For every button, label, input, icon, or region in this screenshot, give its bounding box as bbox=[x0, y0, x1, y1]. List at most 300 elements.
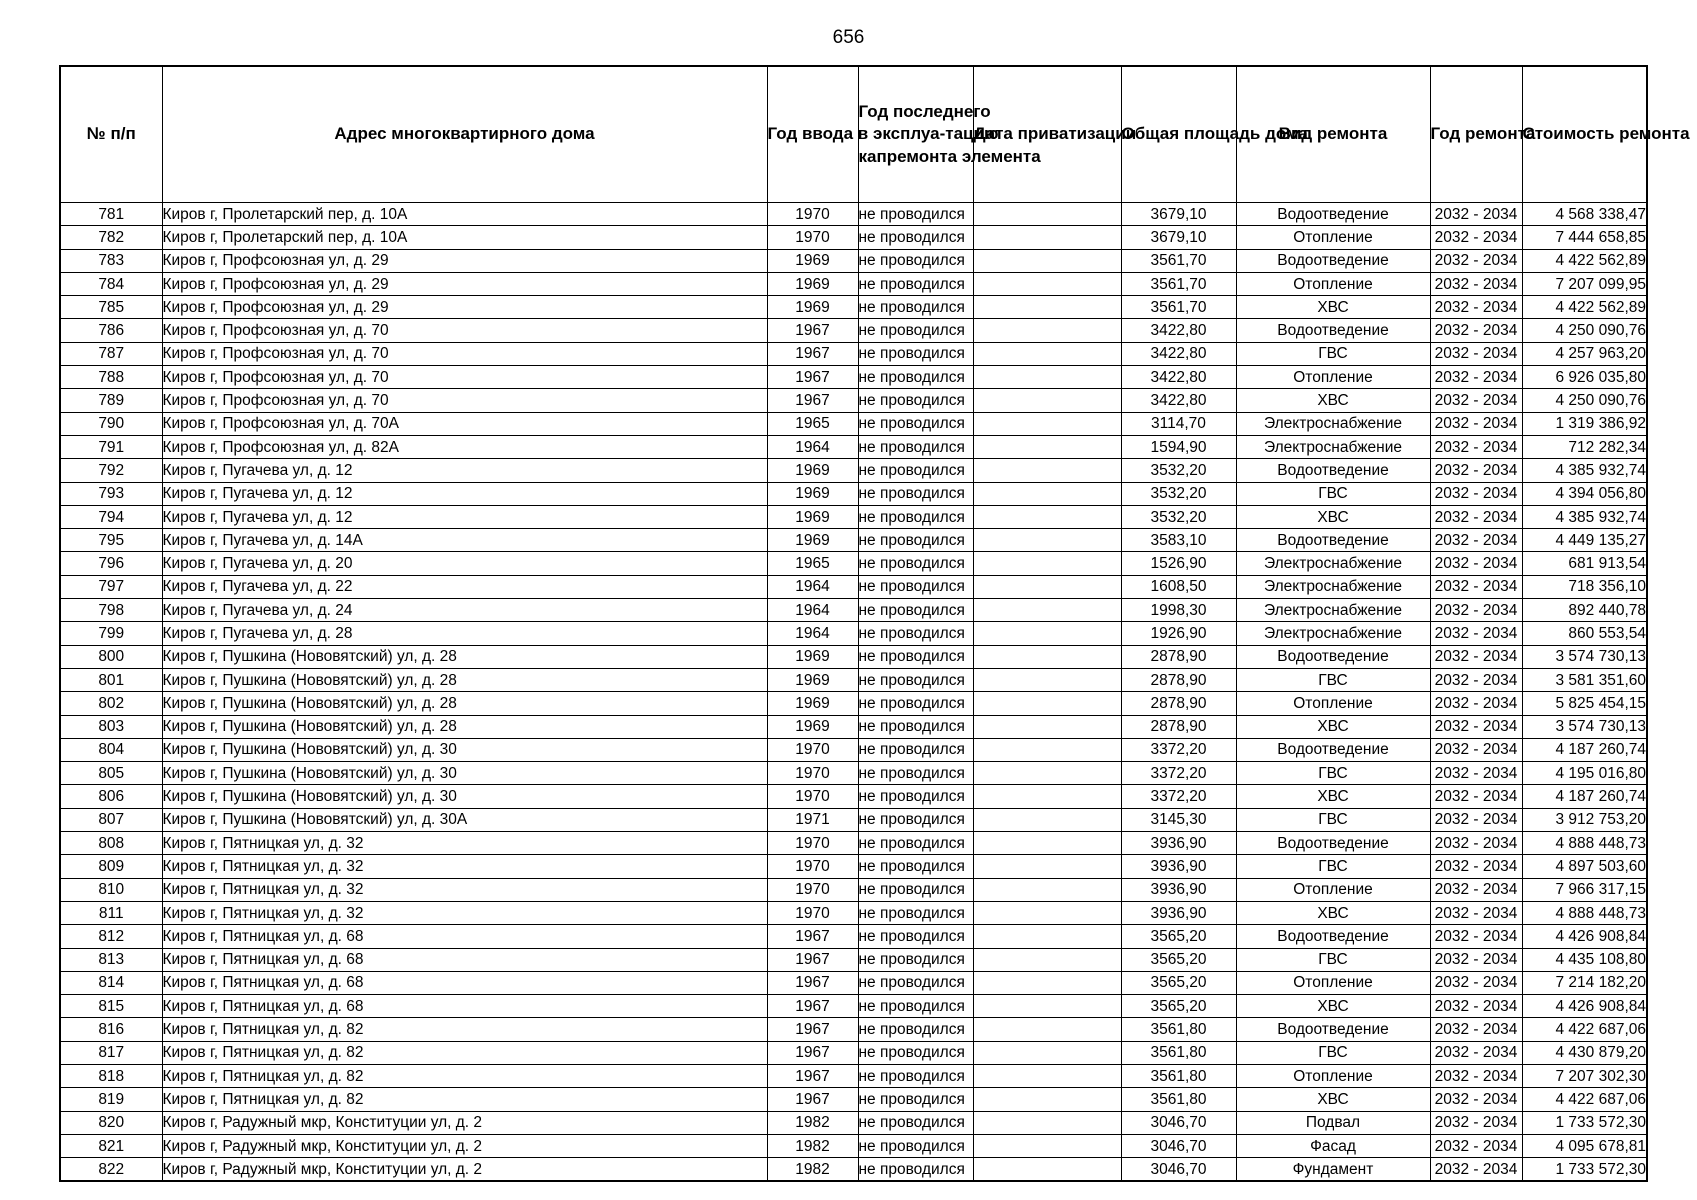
cell-repair-year: 2032 - 2034 bbox=[1430, 575, 1522, 598]
cell-privatization bbox=[973, 575, 1121, 598]
cell-area: 3936,90 bbox=[1121, 855, 1236, 878]
cell-privatization bbox=[973, 832, 1121, 855]
cell-last-repair: не проводился bbox=[858, 226, 973, 249]
cell-cost: 4 250 090,76 bbox=[1522, 389, 1647, 412]
cell-repair-kind: Водоотведение bbox=[1236, 529, 1430, 552]
cell-repair-kind: ХВС bbox=[1236, 785, 1430, 808]
cell-area: 3532,20 bbox=[1121, 482, 1236, 505]
cell-privatization bbox=[973, 459, 1121, 482]
cell-repair-kind: Фундамент bbox=[1236, 1158, 1430, 1182]
cell-address: Киров г, Профсоюзная ул, д. 70 bbox=[162, 342, 767, 365]
cell-privatization bbox=[973, 482, 1121, 505]
cell-repair-year: 2032 - 2034 bbox=[1430, 738, 1522, 761]
cell-cost: 4 422 562,89 bbox=[1522, 296, 1647, 319]
cell-area: 3145,30 bbox=[1121, 808, 1236, 831]
cell-privatization bbox=[973, 319, 1121, 342]
cell-repair-year: 2032 - 2034 bbox=[1430, 971, 1522, 994]
cell-year-built: 1970 bbox=[767, 832, 858, 855]
cell-repair-kind: Отопление bbox=[1236, 692, 1430, 715]
cell-repair-kind: ГВС bbox=[1236, 482, 1430, 505]
cell-cost: 7 207 302,30 bbox=[1522, 1064, 1647, 1087]
table-row bbox=[60, 552, 1647, 575]
header-privatization: Дата приватизации bbox=[973, 66, 1121, 203]
cell-year-built: 1964 bbox=[767, 435, 858, 458]
cell-repair-kind: ХВС bbox=[1236, 715, 1430, 738]
cell-area: 1594,90 bbox=[1121, 435, 1236, 458]
cell-area: 3936,90 bbox=[1121, 878, 1236, 901]
cell-repair-year: 2032 - 2034 bbox=[1430, 389, 1522, 412]
cell-repair-kind: Водоотведение bbox=[1236, 203, 1430, 226]
cell-year-built: 1967 bbox=[767, 971, 858, 994]
cell-repair-kind: Электроснабжение bbox=[1236, 622, 1430, 645]
cell-address: Киров г, Профсоюзная ул, д. 29 bbox=[162, 249, 767, 272]
cell-privatization bbox=[973, 505, 1121, 528]
cell-address: Киров г, Радужный мкр, Конституции ул, д. 2 bbox=[162, 1134, 767, 1157]
cell-area: 2878,90 bbox=[1121, 645, 1236, 668]
cell-privatization bbox=[973, 296, 1121, 319]
cell-year-built: 1967 bbox=[767, 1018, 858, 1041]
cell-privatization bbox=[973, 435, 1121, 458]
cell-last-repair: не проводился bbox=[858, 1041, 973, 1064]
cell-num: 817 bbox=[60, 1041, 162, 1064]
cell-privatization bbox=[973, 1134, 1121, 1157]
cell-repair-kind: ХВС bbox=[1236, 505, 1430, 528]
cell-address: Киров г, Профсоюзная ул, д. 70А bbox=[162, 412, 767, 435]
cell-privatization bbox=[973, 925, 1121, 948]
cell-area: 3372,20 bbox=[1121, 738, 1236, 761]
cell-repair-year: 2032 - 2034 bbox=[1430, 1041, 1522, 1064]
cell-repair-kind: ГВС bbox=[1236, 948, 1430, 971]
table-row bbox=[60, 599, 1647, 622]
cell-repair-year: 2032 - 2034 bbox=[1430, 505, 1522, 528]
cell-last-repair: не проводился bbox=[858, 296, 973, 319]
cell-num: 808 bbox=[60, 832, 162, 855]
cell-repair-year: 2032 - 2034 bbox=[1430, 552, 1522, 575]
table-row bbox=[60, 412, 1647, 435]
cell-address: Киров г, Пугачева ул, д. 24 bbox=[162, 599, 767, 622]
cell-repair-year: 2032 - 2034 bbox=[1430, 249, 1522, 272]
table-row bbox=[60, 1088, 1647, 1111]
cell-year-built: 1970 bbox=[767, 901, 858, 924]
cell-repair-year: 2032 - 2034 bbox=[1430, 1088, 1522, 1111]
cell-repair-kind: Отопление bbox=[1236, 878, 1430, 901]
cell-year-built: 1967 bbox=[767, 948, 858, 971]
cell-area: 1926,90 bbox=[1121, 622, 1236, 645]
cell-address: Киров г, Пушкина (Нововятский) ул, д. 30А bbox=[162, 808, 767, 831]
table-row bbox=[60, 901, 1647, 924]
cell-year-built: 1969 bbox=[767, 249, 858, 272]
table-row bbox=[60, 1064, 1647, 1087]
cell-address: Киров г, Пятницкая ул, д. 82 bbox=[162, 1018, 767, 1041]
cell-cost: 7 966 317,15 bbox=[1522, 878, 1647, 901]
cell-repair-year: 2032 - 2034 bbox=[1430, 529, 1522, 552]
cell-year-built: 1970 bbox=[767, 855, 858, 878]
cell-address: Киров г, Профсоюзная ул, д. 70 bbox=[162, 389, 767, 412]
cell-year-built: 1970 bbox=[767, 203, 858, 226]
table-row bbox=[60, 459, 1647, 482]
header-repair-year: Год ремонта bbox=[1430, 66, 1522, 203]
cell-cost: 4 187 260,74 bbox=[1522, 785, 1647, 808]
cell-last-repair: не проводился bbox=[858, 529, 973, 552]
cell-address: Киров г, Пугачева ул, д. 28 bbox=[162, 622, 767, 645]
cell-repair-kind: ХВС bbox=[1236, 995, 1430, 1018]
cell-num: 798 bbox=[60, 599, 162, 622]
cell-last-repair: не проводился bbox=[858, 342, 973, 365]
cell-privatization bbox=[973, 1111, 1121, 1134]
cell-cost: 7 207 099,95 bbox=[1522, 272, 1647, 295]
cell-address: Киров г, Пятницкая ул, д. 32 bbox=[162, 878, 767, 901]
cell-repair-year: 2032 - 2034 bbox=[1430, 366, 1522, 389]
cell-last-repair: не проводился bbox=[858, 1018, 973, 1041]
cell-repair-kind: ГВС bbox=[1236, 1041, 1430, 1064]
cell-last-repair: не проводился bbox=[858, 692, 973, 715]
cell-num: 792 bbox=[60, 459, 162, 482]
cell-address: Киров г, Пушкина (Нововятский) ул, д. 28 bbox=[162, 692, 767, 715]
table-row bbox=[60, 1134, 1647, 1157]
cell-repair-kind: ГВС bbox=[1236, 342, 1430, 365]
cell-repair-year: 2032 - 2034 bbox=[1430, 785, 1522, 808]
cell-year-built: 1967 bbox=[767, 1088, 858, 1111]
cell-cost: 4 422 562,89 bbox=[1522, 249, 1647, 272]
cell-area: 3565,20 bbox=[1121, 971, 1236, 994]
cell-address: Киров г, Пятницкая ул, д. 68 bbox=[162, 948, 767, 971]
cell-area: 1526,90 bbox=[1121, 552, 1236, 575]
table-header bbox=[60, 66, 1690, 203]
cell-last-repair: не проводился bbox=[858, 645, 973, 668]
cell-year-built: 1967 bbox=[767, 1041, 858, 1064]
cell-year-built: 1969 bbox=[767, 692, 858, 715]
cell-address: Киров г, Радужный мкр, Конституции ул, д. 2 bbox=[162, 1111, 767, 1134]
table-row bbox=[60, 692, 1647, 715]
cell-last-repair: не проводился bbox=[858, 785, 973, 808]
table-row bbox=[60, 668, 1647, 691]
cell-year-built: 1969 bbox=[767, 459, 858, 482]
table-row bbox=[60, 645, 1647, 668]
cell-num: 782 bbox=[60, 226, 162, 249]
cell-year-built: 1964 bbox=[767, 599, 858, 622]
cell-privatization bbox=[973, 1064, 1121, 1087]
table-row bbox=[60, 738, 1647, 761]
cell-last-repair: не проводился bbox=[858, 832, 973, 855]
cell-privatization bbox=[973, 342, 1121, 365]
cell-last-repair: не проводился bbox=[858, 762, 973, 785]
cell-year-built: 1969 bbox=[767, 272, 858, 295]
cell-area: 3565,20 bbox=[1121, 948, 1236, 971]
cell-last-repair: не проводился bbox=[858, 412, 973, 435]
table-row bbox=[60, 785, 1647, 808]
cell-address: Киров г, Пугачева ул, д. 14А bbox=[162, 529, 767, 552]
cell-privatization bbox=[973, 948, 1121, 971]
cell-address: Киров г, Пятницкая ул, д. 82 bbox=[162, 1064, 767, 1087]
cell-repair-year: 2032 - 2034 bbox=[1430, 901, 1522, 924]
cell-year-built: 1967 bbox=[767, 995, 858, 1018]
table-row bbox=[60, 762, 1647, 785]
cell-area: 3422,80 bbox=[1121, 342, 1236, 365]
cell-last-repair: не проводился bbox=[858, 808, 973, 831]
cell-num: 801 bbox=[60, 668, 162, 691]
cell-area: 3046,70 bbox=[1121, 1158, 1236, 1182]
cell-last-repair: не проводился bbox=[858, 272, 973, 295]
cell-num: 815 bbox=[60, 995, 162, 1018]
cell-repair-kind: Водоотведение bbox=[1236, 249, 1430, 272]
header-last-repair-bottom: капремонта элемента bbox=[858, 146, 1041, 166]
cell-area: 3114,70 bbox=[1121, 412, 1236, 435]
header-address: Адрес многоквартирного дома bbox=[162, 66, 767, 203]
cell-repair-year: 2032 - 2034 bbox=[1430, 482, 1522, 505]
cell-address: Киров г, Пугачева ул, д. 12 bbox=[162, 482, 767, 505]
cell-address: Киров г, Пролетарский пер, д. 10А bbox=[162, 203, 767, 226]
table-row bbox=[60, 808, 1647, 831]
cell-year-built: 1969 bbox=[767, 296, 858, 319]
cell-repair-kind: Водоотведение bbox=[1236, 738, 1430, 761]
cell-address: Киров г, Пятницкая ул, д. 68 bbox=[162, 995, 767, 1018]
cell-area: 2878,90 bbox=[1121, 715, 1236, 738]
cell-address: Киров г, Пушкина (Нововятский) ул, д. 30 bbox=[162, 762, 767, 785]
cell-privatization bbox=[973, 1088, 1121, 1111]
cell-area: 3372,20 bbox=[1121, 785, 1236, 808]
cell-repair-year: 2032 - 2034 bbox=[1430, 272, 1522, 295]
table-row bbox=[60, 529, 1647, 552]
cell-privatization bbox=[973, 622, 1121, 645]
cell-area: 3583,10 bbox=[1121, 529, 1236, 552]
cell-repair-kind: ХВС bbox=[1236, 1088, 1430, 1111]
cell-last-repair: не проводился bbox=[858, 459, 973, 482]
cell-num: 822 bbox=[60, 1158, 162, 1182]
cell-num: 805 bbox=[60, 762, 162, 785]
cell-num: 783 bbox=[60, 249, 162, 272]
cell-repair-kind: ГВС bbox=[1236, 808, 1430, 831]
cell-last-repair: не проводился bbox=[858, 1111, 973, 1134]
cell-privatization bbox=[973, 668, 1121, 691]
table-row bbox=[60, 575, 1647, 598]
cell-year-built: 1970 bbox=[767, 226, 858, 249]
cell-year-built: 1967 bbox=[767, 389, 858, 412]
cell-cost: 4 385 932,74 bbox=[1522, 459, 1647, 482]
cell-year-built: 1967 bbox=[767, 925, 858, 948]
cell-privatization bbox=[973, 738, 1121, 761]
cell-address: Киров г, Пушкина (Нововятский) ул, д. 28 bbox=[162, 645, 767, 668]
cell-num: 814 bbox=[60, 971, 162, 994]
cell-area: 3422,80 bbox=[1121, 366, 1236, 389]
cell-repair-year: 2032 - 2034 bbox=[1430, 808, 1522, 831]
cell-last-repair: не проводился bbox=[858, 855, 973, 878]
cell-year-built: 1965 bbox=[767, 552, 858, 575]
cell-last-repair: не проводился bbox=[858, 482, 973, 505]
cell-year-built: 1967 bbox=[767, 366, 858, 389]
cell-repair-kind: ГВС bbox=[1236, 668, 1430, 691]
cell-privatization bbox=[973, 645, 1121, 668]
cell-repair-kind: Отопление bbox=[1236, 1064, 1430, 1087]
cell-cost: 1 733 572,30 bbox=[1522, 1158, 1647, 1182]
cell-repair-year: 2032 - 2034 bbox=[1430, 855, 1522, 878]
cell-num: 821 bbox=[60, 1134, 162, 1157]
cell-address: Киров г, Пятницкая ул, д. 68 bbox=[162, 925, 767, 948]
cell-last-repair: не проводился bbox=[858, 738, 973, 761]
table-row bbox=[60, 878, 1647, 901]
cell-area: 3046,70 bbox=[1121, 1111, 1236, 1134]
cell-address: Киров г, Пугачева ул, д. 20 bbox=[162, 552, 767, 575]
cell-repair-year: 2032 - 2034 bbox=[1430, 668, 1522, 691]
table-row bbox=[60, 505, 1647, 528]
cell-cost: 4 449 135,27 bbox=[1522, 529, 1647, 552]
cell-year-built: 1964 bbox=[767, 622, 858, 645]
cell-num: 784 bbox=[60, 272, 162, 295]
cell-year-built: 1969 bbox=[767, 715, 858, 738]
cell-cost: 4 888 448,73 bbox=[1522, 832, 1647, 855]
header-num: № п/п bbox=[60, 66, 162, 203]
cell-cost: 4 422 687,06 bbox=[1522, 1018, 1647, 1041]
cell-repair-kind: Отопление bbox=[1236, 226, 1430, 249]
cell-repair-year: 2032 - 2034 bbox=[1430, 715, 1522, 738]
cell-year-built: 1967 bbox=[767, 1064, 858, 1087]
cell-cost: 681 913,54 bbox=[1522, 552, 1647, 575]
cell-num: 787 bbox=[60, 342, 162, 365]
cell-cost: 4 250 090,76 bbox=[1522, 319, 1647, 342]
table-row bbox=[60, 435, 1647, 458]
cell-last-repair: не проводился bbox=[858, 249, 973, 272]
header-year-built: Год ввода в эксплуа-тацию bbox=[767, 66, 858, 203]
cell-num: 789 bbox=[60, 389, 162, 412]
table-row bbox=[60, 342, 1647, 365]
cell-address: Киров г, Профсоюзная ул, д. 82А bbox=[162, 435, 767, 458]
cell-num: 809 bbox=[60, 855, 162, 878]
table-row bbox=[60, 855, 1647, 878]
cell-privatization bbox=[973, 971, 1121, 994]
cell-num: 820 bbox=[60, 1111, 162, 1134]
table-row bbox=[60, 832, 1647, 855]
cell-area: 3372,20 bbox=[1121, 762, 1236, 785]
cell-num: 812 bbox=[60, 925, 162, 948]
cell-address: Киров г, Пушкина (Нововятский) ул, д. 30 bbox=[162, 785, 767, 808]
cell-num: 791 bbox=[60, 435, 162, 458]
cell-year-built: 1969 bbox=[767, 645, 858, 668]
cell-last-repair: не проводился bbox=[858, 552, 973, 575]
cell-privatization bbox=[973, 785, 1121, 808]
header-last-repair-top: Год последнего bbox=[858, 102, 991, 121]
cell-num: 799 bbox=[60, 622, 162, 645]
cell-area: 3532,20 bbox=[1121, 459, 1236, 482]
cell-privatization bbox=[973, 366, 1121, 389]
table-row bbox=[60, 1041, 1647, 1064]
cell-repair-kind: Подвал bbox=[1236, 1111, 1430, 1134]
cell-address: Киров г, Профсоюзная ул, д. 29 bbox=[162, 272, 767, 295]
cell-privatization bbox=[973, 855, 1121, 878]
table-row bbox=[60, 622, 1647, 645]
cell-cost: 4 568 338,47 bbox=[1522, 203, 1647, 226]
table-row bbox=[60, 272, 1647, 295]
cell-repair-year: 2032 - 2034 bbox=[1430, 948, 1522, 971]
cell-repair-year: 2032 - 2034 bbox=[1430, 925, 1522, 948]
cell-cost: 4 422 687,06 bbox=[1522, 1088, 1647, 1111]
cell-cost: 3 574 730,13 bbox=[1522, 715, 1647, 738]
cell-repair-kind: Фасад bbox=[1236, 1134, 1430, 1157]
cell-repair-kind: Электроснабжение bbox=[1236, 552, 1430, 575]
cell-address: Киров г, Пугачева ул, д. 12 bbox=[162, 505, 767, 528]
cell-area: 1998,30 bbox=[1121, 599, 1236, 622]
cell-repair-year: 2032 - 2034 bbox=[1430, 1158, 1522, 1182]
cell-cost: 4 426 908,84 bbox=[1522, 995, 1647, 1018]
cell-address: Киров г, Пугачева ул, д. 22 bbox=[162, 575, 767, 598]
cell-year-built: 1982 bbox=[767, 1158, 858, 1182]
cell-last-repair: не проводился bbox=[858, 505, 973, 528]
cell-area: 3561,80 bbox=[1121, 1018, 1236, 1041]
cell-num: 802 bbox=[60, 692, 162, 715]
cell-num: 816 bbox=[60, 1018, 162, 1041]
cell-repair-year: 2032 - 2034 bbox=[1430, 762, 1522, 785]
cell-last-repair: не проводился bbox=[858, 668, 973, 691]
cell-num: 794 bbox=[60, 505, 162, 528]
table-row bbox=[60, 948, 1647, 971]
cell-area: 3561,70 bbox=[1121, 249, 1236, 272]
cell-address: Киров г, Пушкина (Нововятский) ул, д. 28 bbox=[162, 668, 767, 691]
table-row bbox=[60, 1158, 1647, 1182]
cell-cost: 4 430 879,20 bbox=[1522, 1041, 1647, 1064]
cell-cost: 4 195 016,80 bbox=[1522, 762, 1647, 785]
cell-last-repair: не проводился bbox=[858, 901, 973, 924]
cell-cost: 712 282,34 bbox=[1522, 435, 1647, 458]
cell-num: 796 bbox=[60, 552, 162, 575]
cell-num: 800 bbox=[60, 645, 162, 668]
cell-repair-kind: Электроснабжение bbox=[1236, 412, 1430, 435]
table-row bbox=[60, 482, 1647, 505]
cell-cost: 4 394 056,80 bbox=[1522, 482, 1647, 505]
cell-repair-year: 2032 - 2034 bbox=[1430, 1018, 1522, 1041]
cell-repair-year: 2032 - 2034 bbox=[1430, 319, 1522, 342]
cell-area: 3561,80 bbox=[1121, 1064, 1236, 1087]
cell-address: Киров г, Пролетарский пер, д. 10А bbox=[162, 226, 767, 249]
cell-address: Киров г, Пушкина (Нововятский) ул, д. 30 bbox=[162, 738, 767, 761]
cell-repair-year: 2032 - 2034 bbox=[1430, 1134, 1522, 1157]
cell-last-repair: не проводился bbox=[858, 575, 973, 598]
cell-address: Киров г, Пятницкая ул, д. 32 bbox=[162, 832, 767, 855]
cell-year-built: 1969 bbox=[767, 505, 858, 528]
page-number: 656 bbox=[832, 27, 865, 48]
cell-num: 810 bbox=[60, 878, 162, 901]
cell-year-built: 1967 bbox=[767, 342, 858, 365]
cell-cost: 3 912 753,20 bbox=[1522, 808, 1647, 831]
cell-repair-year: 2032 - 2034 bbox=[1430, 435, 1522, 458]
cell-address: Киров г, Пятницкая ул, д. 82 bbox=[162, 1041, 767, 1064]
cell-repair-kind: Водоотведение bbox=[1236, 1018, 1430, 1041]
cell-cost: 860 553,54 bbox=[1522, 622, 1647, 645]
cell-cost: 1 733 572,30 bbox=[1522, 1111, 1647, 1134]
cell-repair-kind: Электроснабжение bbox=[1236, 575, 1430, 598]
cell-address: Киров г, Пятницкая ул, д. 32 bbox=[162, 901, 767, 924]
cell-last-repair: не проводился bbox=[858, 715, 973, 738]
cell-repair-year: 2032 - 2034 bbox=[1430, 226, 1522, 249]
table-row bbox=[60, 925, 1647, 948]
cell-area: 3561,80 bbox=[1121, 1088, 1236, 1111]
cell-num: 807 bbox=[60, 808, 162, 831]
header-area: Общая площадь дома bbox=[1121, 66, 1236, 203]
cell-cost: 7 444 658,85 bbox=[1522, 226, 1647, 249]
cell-year-built: 1969 bbox=[767, 529, 858, 552]
cell-area: 3679,10 bbox=[1121, 203, 1236, 226]
cell-repair-year: 2032 - 2034 bbox=[1430, 342, 1522, 365]
cell-repair-kind: Отопление bbox=[1236, 272, 1430, 295]
cell-area: 3561,70 bbox=[1121, 272, 1236, 295]
cell-cost: 718 356,10 bbox=[1522, 575, 1647, 598]
cell-repair-year: 2032 - 2034 bbox=[1430, 995, 1522, 1018]
cell-repair-kind: Электроснабжение bbox=[1236, 599, 1430, 622]
cell-cost: 3 581 351,60 bbox=[1522, 668, 1647, 691]
cell-year-built: 1964 bbox=[767, 575, 858, 598]
cell-privatization bbox=[973, 272, 1121, 295]
cell-last-repair: не проводился bbox=[858, 366, 973, 389]
cell-privatization bbox=[973, 995, 1121, 1018]
cell-last-repair: не проводился bbox=[858, 389, 973, 412]
cell-year-built: 1970 bbox=[767, 762, 858, 785]
